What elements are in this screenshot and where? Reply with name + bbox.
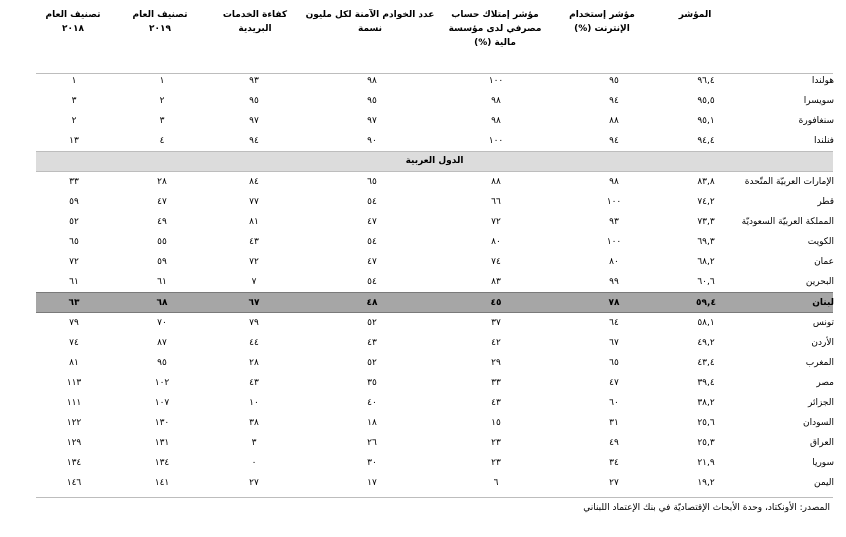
cell-account: ٢٩: [491, 358, 501, 368]
cell-postal: ٤٤: [249, 338, 259, 348]
cell-postal: ٩٥: [249, 96, 259, 106]
cell-name: لبنان: [812, 298, 834, 308]
cell-name: السودان: [802, 418, 834, 428]
cell-name: العراق: [809, 438, 834, 448]
cell-index: ٦٩,٣: [697, 237, 715, 247]
cell-account: ٨٣: [491, 277, 501, 287]
cell-account: ٧٤: [491, 257, 501, 267]
cell-index: ٦٠,٦: [697, 277, 715, 287]
cell-account: ٢٣: [491, 458, 501, 468]
cell-atm: ٤٧: [367, 257, 377, 267]
cell-account: ٨٠: [491, 237, 501, 247]
cell-rank2018: ٢: [71, 116, 77, 126]
cell-rank2018: ١٣: [69, 136, 79, 146]
cell-atm: ٥٤: [367, 237, 377, 247]
cell-name: اليمن: [813, 478, 834, 488]
cell-postal: ١٠: [249, 398, 259, 408]
cell-account: ٢٣: [491, 438, 501, 448]
table-body: [36, 71, 833, 493]
cell-rank2018: ٧٤: [69, 338, 79, 348]
cell-postal: ٨١: [249, 217, 259, 227]
cell-account: ٦٦: [491, 197, 501, 207]
table-row: [36, 453, 833, 473]
cell-rank2018: ١٢٩: [66, 438, 82, 448]
table-row: [36, 172, 833, 192]
cell-postal: ٣٨: [249, 418, 259, 428]
cell-name: سنغافورة: [798, 116, 834, 126]
cell-index: ٤٣,٤: [697, 358, 715, 368]
table-row: [36, 353, 833, 373]
cell-postal: ٧٧: [249, 197, 259, 207]
cell-name: المملكة العربيّة السعوديّة: [741, 217, 834, 227]
cell-atm: ١٧: [367, 478, 377, 488]
cell-rank2018: ٦١: [69, 277, 79, 287]
cell-internet: ٦٧: [609, 338, 619, 348]
cell-postal: ٦٧: [248, 298, 260, 308]
cell-internet: ٦٥: [609, 358, 619, 368]
cell-index: ٣٨,٢: [697, 398, 715, 408]
cell-rank2018: ١: [71, 76, 77, 86]
cell-name: سويسرا: [803, 96, 834, 106]
cell-index: ٨٣,٨: [697, 177, 715, 187]
cell-name: هولندا: [811, 76, 834, 86]
header-internet: مؤشر إستخدام الإنترنت (%): [569, 10, 635, 34]
cell-rank2018: ٨١: [69, 358, 79, 368]
cell-index: ٥٨,١: [697, 318, 715, 328]
cell-rank2018: ٦٣: [68, 298, 80, 308]
cell-rank2019: ٤٧: [157, 197, 167, 207]
cell-rank2018: ٣٣: [69, 177, 79, 187]
cell-name: قطر: [817, 197, 834, 207]
table-row: [36, 272, 833, 292]
cell-atm: ٤٧: [367, 217, 377, 227]
cell-internet: ٢٧: [609, 478, 619, 488]
cell-index: ٢٥,٦: [697, 418, 715, 428]
cell-rank2019: ٩٥: [157, 358, 167, 368]
cell-internet: ٩٥: [609, 76, 619, 86]
cell-index: ٢٥,٣: [697, 438, 715, 448]
cell-rank2019: ٤٩: [157, 217, 167, 227]
cell-index: ٧٣,٣: [697, 217, 715, 227]
table-row: [36, 252, 833, 272]
cell-atm: ٤٣: [367, 338, 377, 348]
header-rank-2019: تصنيف العام ٢٠١٩: [132, 10, 188, 34]
cell-atm: ١٨: [367, 418, 377, 428]
cell-rank2018: ٥٩: [69, 197, 79, 207]
cell-atm: ٥٢: [367, 318, 377, 328]
table-row: [36, 393, 833, 413]
table-bottom-divider: [36, 497, 833, 498]
cell-postal: ٧: [251, 277, 257, 287]
cell-account: ١٥: [491, 418, 501, 428]
cell-rank2019: ٨٧: [157, 338, 167, 348]
cell-postal: ٨٤: [249, 177, 259, 187]
cell-account: ٤٣: [491, 398, 501, 408]
cell-account: ٣٧: [491, 318, 501, 328]
table-row: [36, 71, 833, 91]
cell-internet: ٤٧: [609, 378, 619, 388]
header-atm: عدد الخوادم الآمنة لكل مليون نسمة: [305, 10, 435, 34]
table-row: [36, 333, 833, 353]
cell-index: ٧٤,٢: [697, 197, 715, 207]
cell-atm: ٤٠: [367, 398, 377, 408]
cell-rank2019: ١٠٢: [154, 378, 170, 388]
cell-atm: ٩٨: [367, 76, 377, 86]
cell-rank2019: ٥٥: [157, 237, 167, 247]
cell-rank2018: ٧٩: [69, 318, 79, 328]
cell-rank2019: ١٣١: [154, 438, 170, 448]
cell-postal: ٤٣: [249, 237, 259, 247]
arab-countries-section-header: [36, 151, 833, 172]
cell-index: ١٩,٢: [697, 478, 715, 488]
cell-rank2019: ٢: [159, 96, 165, 106]
cell-rank2019: ٤: [159, 136, 165, 146]
cell-rank2019: ١: [159, 76, 165, 86]
cell-index: ٣٩,٤: [697, 378, 715, 388]
cell-name: فنلندا: [814, 136, 834, 146]
cell-atm: ٥٤: [367, 197, 377, 207]
cell-name: الأردن: [811, 338, 834, 348]
cell-postal: ٤٣: [249, 378, 259, 388]
header-postal: كفاءة الخدمات البريدية: [222, 10, 288, 34]
cell-rank2019: ١٠٧: [154, 398, 170, 408]
cell-internet: ٨٠: [609, 257, 619, 267]
header-account: مؤشر إمتلاك حساب مصرفي لدى مؤسسة مالية (%): [448, 10, 542, 48]
cell-rank2018: ٣: [71, 96, 77, 106]
cell-postal: ٩٧: [249, 116, 259, 126]
table-row: [36, 292, 833, 313]
cell-account: ١٠٠: [488, 136, 504, 146]
cell-internet: ٩٣: [609, 217, 619, 227]
table-row: [36, 192, 833, 212]
cell-internet: ٩٤: [609, 96, 619, 106]
table-row: [36, 433, 833, 453]
cell-name: الجزائر: [808, 398, 834, 408]
table-row: [36, 111, 833, 131]
cell-rank2018: ١٢٢: [66, 418, 82, 428]
cell-name: عمان: [814, 257, 834, 267]
table-row: [36, 91, 833, 111]
table-row: [36, 131, 833, 151]
cell-atm: ٣٠: [367, 458, 377, 468]
cell-postal: ٢٨: [249, 358, 259, 368]
cell-name: مصر: [816, 378, 834, 388]
cell-rank2018: ١٤٦: [66, 478, 82, 488]
table-row: [36, 373, 833, 393]
cell-rank2019: ٥٩: [157, 257, 167, 267]
source-note: المصدر: الأونكتاد، وحدة الأبحاث الإقتصاديّة في بنك الإعتماد اللبناني: [583, 503, 830, 513]
cell-rank2018: ٧٢: [69, 257, 79, 267]
section-title: الدول العربية: [405, 156, 464, 166]
cell-rank2019: ٣: [159, 116, 165, 126]
cell-postal: ٩٣: [249, 76, 259, 86]
cell-postal: ٣: [251, 438, 257, 448]
table-row: [36, 232, 833, 252]
cell-index: ٩٦,٤: [697, 76, 715, 86]
cell-account: ٦: [493, 478, 499, 488]
cell-index: ٩٥,٥: [697, 96, 715, 106]
cell-internet: ٩٩: [609, 277, 619, 287]
cell-postal: ٩٤: [249, 136, 259, 146]
cell-index: ٤٩,٢: [697, 338, 715, 348]
cell-atm: ٥٢: [367, 358, 377, 368]
cell-account: ١٠٠: [488, 76, 504, 86]
cell-internet: ٧٨: [608, 298, 620, 308]
cell-account: ٩٨: [491, 96, 501, 106]
cell-atm: ٩٥: [367, 96, 377, 106]
header-rank-2018: تصنيف العام ٢٠١٨: [45, 10, 101, 34]
cell-rank2018: ٥٢: [69, 217, 79, 227]
cell-name: الإمارات العربيّة المتّحدة: [744, 177, 834, 187]
cell-internet: ٣٤: [609, 458, 619, 468]
cell-name: الكويت: [807, 237, 834, 247]
cell-internet: ٦٤: [609, 318, 619, 328]
cell-rank2019: ٦١: [157, 277, 167, 287]
cell-index: ٩٥,١: [697, 116, 715, 126]
cell-name: المغرب: [805, 358, 834, 368]
cell-index: ٩٤,٤: [697, 136, 715, 146]
cell-atm: ٥٤: [367, 277, 377, 287]
cell-rank2018: ١١١: [66, 398, 82, 408]
cell-postal: ٧٢: [249, 257, 259, 267]
cell-atm: ٣٥: [367, 378, 377, 388]
cell-account: ٣٣: [491, 378, 501, 388]
cell-atm: ٦٥: [367, 177, 377, 187]
cell-rank2019: ١٣٤: [154, 458, 170, 468]
cell-internet: ٩٤: [609, 136, 619, 146]
cell-account: ٧٢: [491, 217, 501, 227]
cell-internet: ٣١: [609, 418, 619, 428]
cell-index: ٦٨,٢: [697, 257, 715, 267]
cell-rank2019: ٦٨: [156, 298, 168, 308]
cell-account: ٤٥: [490, 298, 502, 308]
cell-rank2019: ١٤١: [154, 478, 170, 488]
cell-rank2018: ٦٥: [69, 237, 79, 247]
header-indicator: المؤشر: [678, 10, 712, 20]
cell-rank2019: ١٣٠: [154, 418, 170, 428]
cell-internet: ١٠٠: [606, 197, 622, 207]
cell-rank2019: ٧٠: [157, 318, 167, 328]
cell-internet: ١٠٠: [606, 237, 622, 247]
cell-internet: ٤٩: [609, 438, 619, 448]
cell-rank2019: ٢٨: [157, 177, 167, 187]
cell-rank2018: ١٣٤: [66, 458, 82, 468]
cell-name: سوريا: [812, 458, 834, 468]
cell-postal: ٢٧: [249, 478, 259, 488]
cell-account: ٤٢: [491, 338, 501, 348]
cell-atm: ٩٠: [367, 136, 377, 146]
cell-internet: ٦٠: [609, 398, 619, 408]
cell-account: ٨٨: [491, 177, 501, 187]
cell-postal: ٧٩: [249, 318, 259, 328]
cell-postal: ٠: [251, 458, 257, 468]
cell-rank2018: ١١٣: [66, 378, 82, 388]
cell-atm: ٤٨: [366, 298, 378, 308]
cell-name: تونس: [812, 318, 834, 328]
table-row: [36, 413, 833, 433]
cell-atm: ٩٧: [367, 116, 377, 126]
cell-internet: ٩٨: [609, 177, 619, 187]
table-row: [36, 212, 833, 232]
cell-atm: ٢٦: [367, 438, 377, 448]
cell-index: ٢١,٩: [697, 458, 715, 468]
table-row: [36, 473, 833, 493]
table-row: [36, 313, 833, 333]
cell-internet: ٨٨: [609, 116, 619, 126]
cell-index: ٥٩,٤: [696, 298, 716, 308]
cell-name: البحرين: [805, 277, 834, 287]
cell-account: ٩٨: [491, 116, 501, 126]
